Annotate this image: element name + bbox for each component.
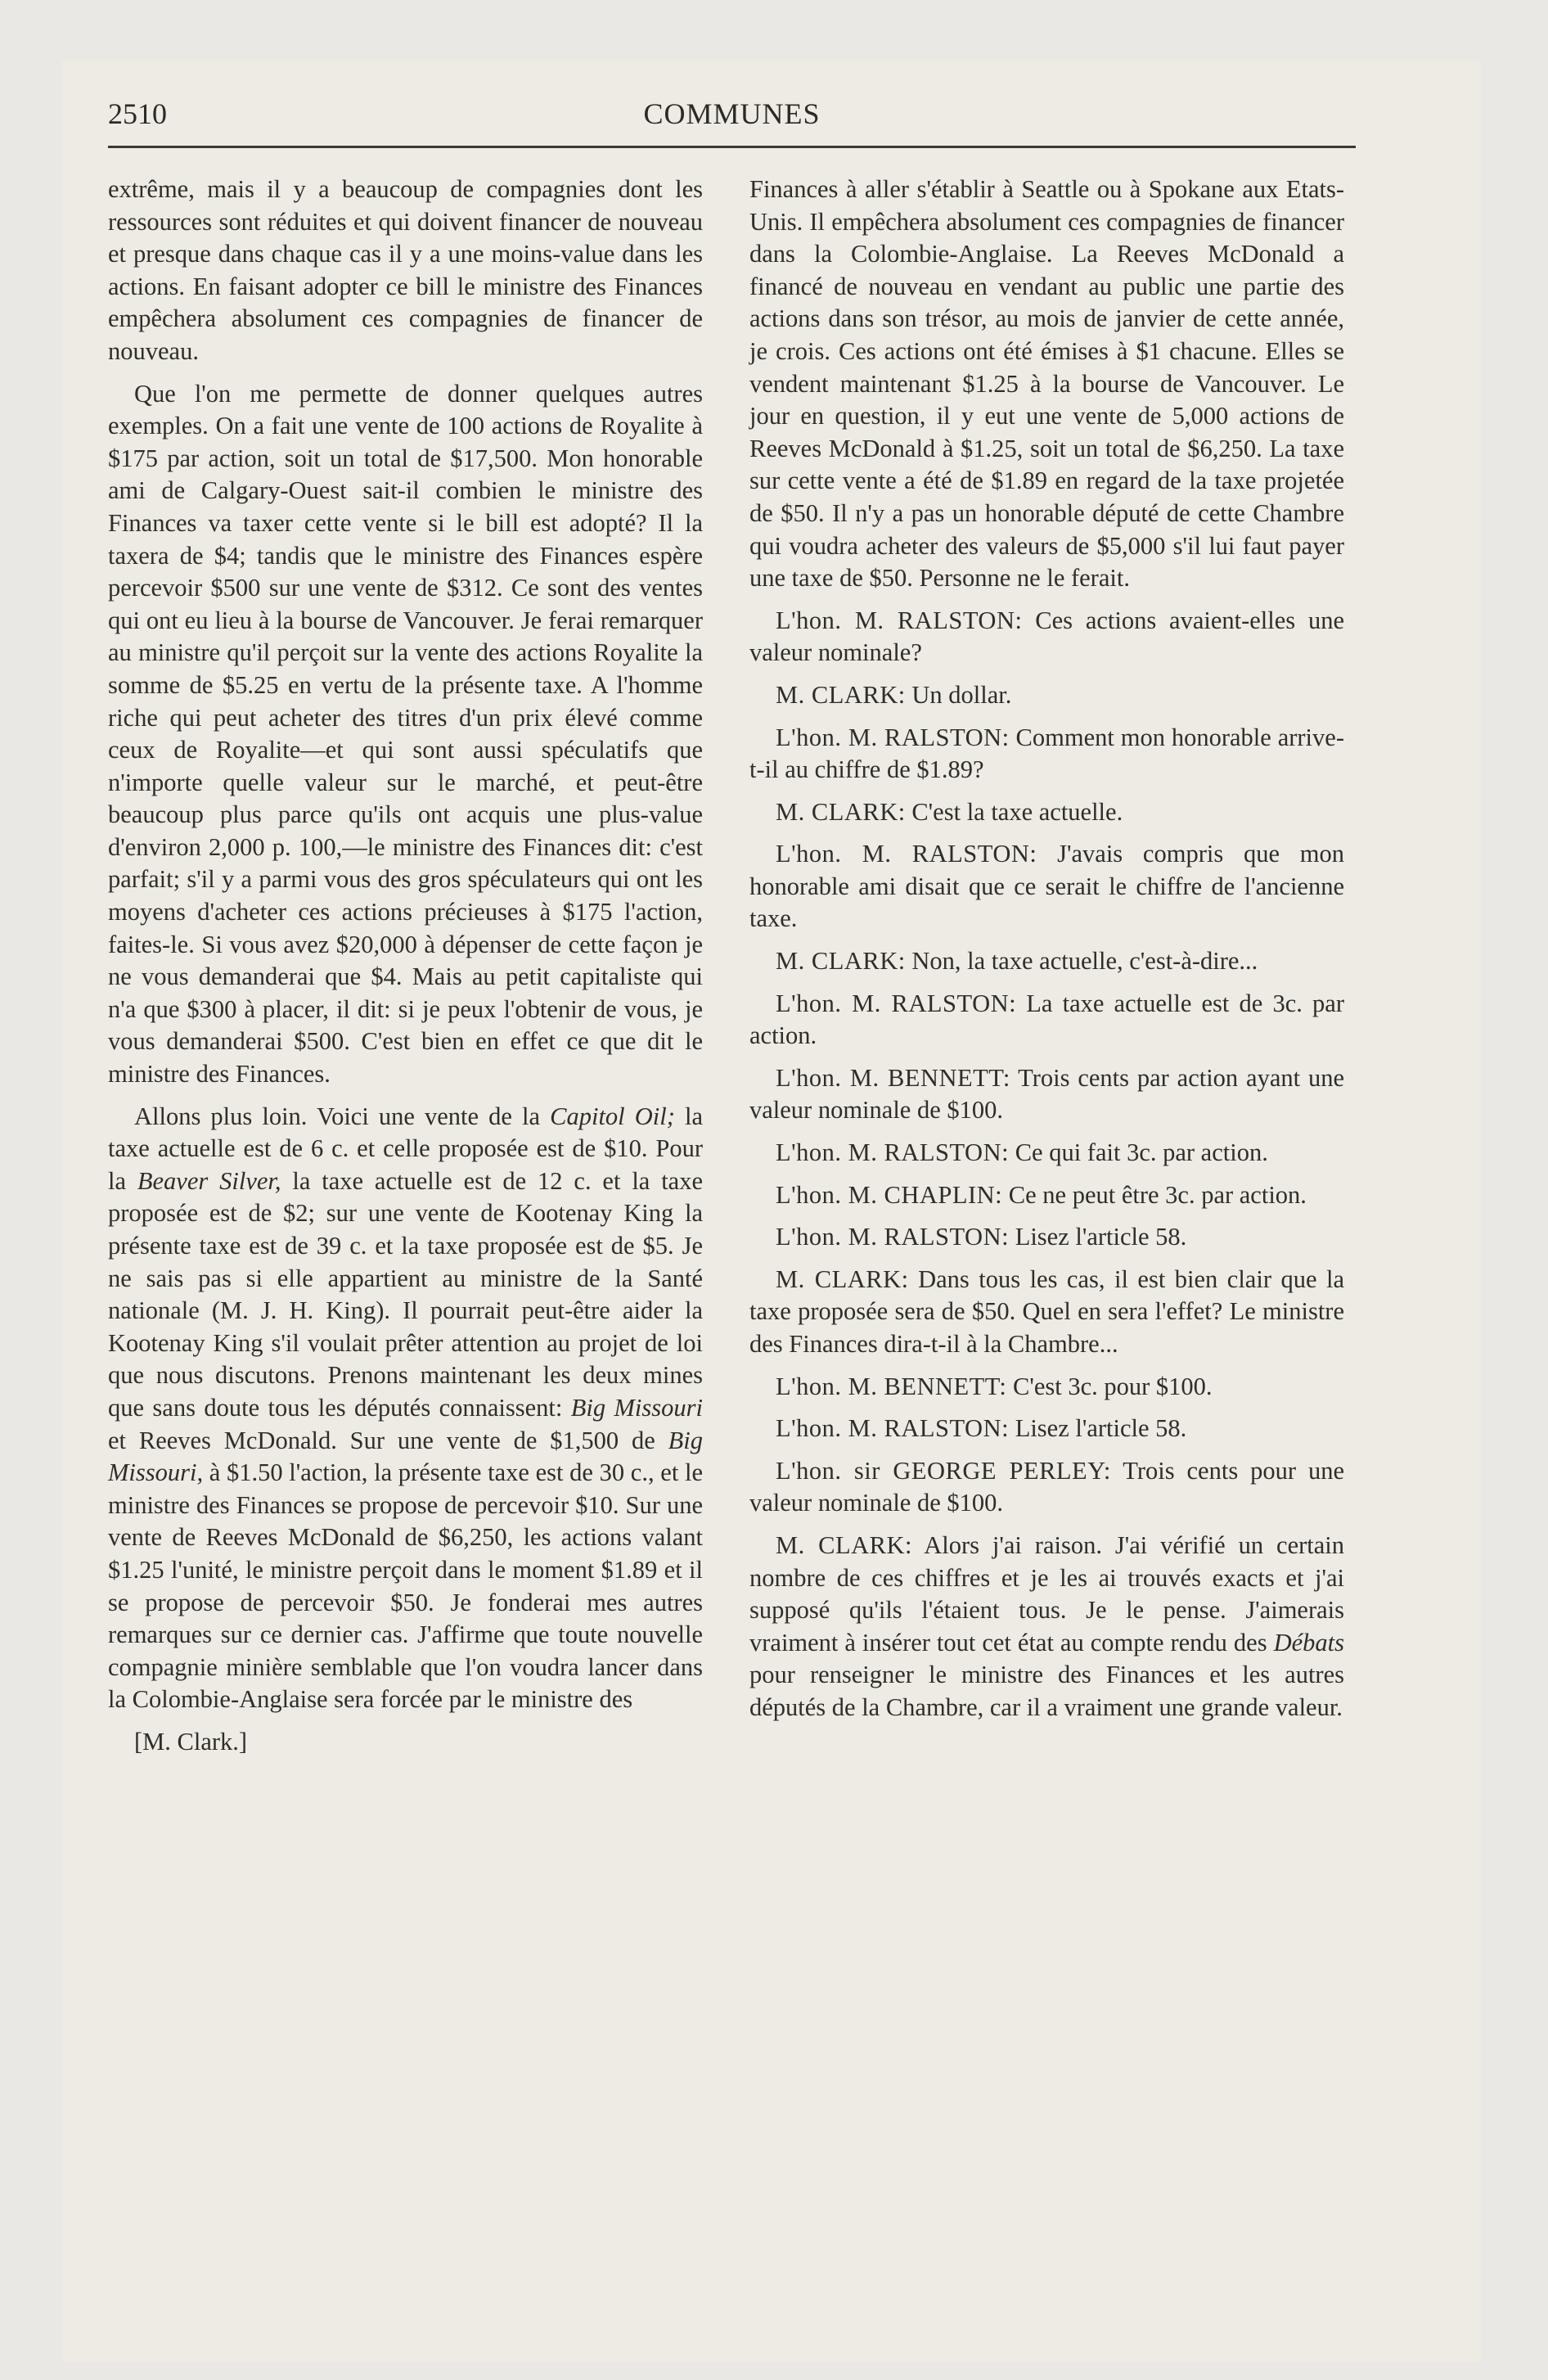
speaker-name: L'hon. M. RALSTON:	[776, 840, 1037, 868]
dialogue-entry	[749, 945, 1344, 978]
running-head: COMMUNES	[643, 97, 821, 130]
speaker-name: M. CLARK:	[776, 1264, 909, 1293]
right-column	[749, 174, 1344, 1734]
paragraph	[108, 1101, 703, 1716]
text-run: la taxe actuelle est de 12 c. et la taxe proposée est de $2; sur une vente de Kootenay King la présente taxe est de 39 c. et la taxe proposée est de $5. Je ne sais pas si elle appartient au ministre de la Santé nationale (M. J. H. King). Il pourrait peut-être aider la Kootenay King s'il voulait prêter attention au projet de loi que nous discutons. Prenons maintenant les deux mines que sans doute tous les députés connaissent:	[108, 1166, 703, 1422]
speech-text: Ce qui fait 3c. par action.	[1009, 1138, 1268, 1167]
italic-name: Capitol Oil;	[550, 1102, 675, 1130]
italic-name: Big Missouri	[570, 1393, 703, 1422]
speaker-name: M. CLARK:	[776, 680, 906, 709]
speaker-attribution: [M. Clark.]	[134, 1727, 248, 1756]
speech-text: Lisez l'article 58.	[1009, 1223, 1187, 1251]
speech-text: J'avais compris que mon honorable ami disait que ce serait le chiffre de l'ancienne taxe.	[749, 840, 1344, 933]
page-number: 2510	[108, 97, 167, 130]
dialogue-entry	[749, 1371, 1344, 1404]
dialogue-entry	[749, 605, 1344, 669]
text-run: à $1.50 l'action, la présente taxe est de 30 c., et le ministre des Finances se propose de percevoir $10. Sur une vente de Reeves McDonald de $6,250, les actions valant $1.25 l'unité, le ministre perçoit dans le moment $1.89 et il se propose de percevoir $50. Je fonderai mes autres remarques sur ce dernier cas. J'affirme que toute nouvelle compagnie minière semblable que l'on voudra lancer dans la Colombie-Anglaise sera forcée par le ministre des	[108, 1458, 703, 1714]
dialogue-entry	[749, 838, 1344, 935]
speaker-name: M. CLARK:	[776, 1530, 912, 1559]
speech-text: Un dollar.	[905, 680, 1012, 709]
speaker-name: L'hon. M. RALSTON:	[776, 989, 1017, 1017]
speaker-name: L'hon. M. RALSTON:	[776, 1414, 1010, 1443]
speaker-name: L'hon. M. BENNETT:	[776, 1063, 1010, 1092]
speaker-name: L'hon. M. RALSTON:	[776, 1138, 1010, 1167]
speaker-name: M. CLARK:	[776, 797, 906, 826]
italic-title: Débats	[1273, 1628, 1344, 1657]
text-run: la taxe actuelle est de 6 c. et celle proposée est de $10. Pour la	[108, 1102, 703, 1195]
speaker-name: L'hon. M. BENNETT:	[776, 1372, 1007, 1400]
speech-text: Ce ne peut être 3c. par action.	[1002, 1180, 1307, 1209]
dialogue-entry	[749, 1455, 1344, 1520]
speaker-name: L'hon. sir GEORGE PERLEY:	[776, 1456, 1111, 1485]
page-header	[108, 92, 1356, 141]
speech-text: Ces actions avaient-elles une valeur nominale?	[749, 606, 1344, 667]
italic-name: Beaver Silver,	[137, 1166, 281, 1195]
dialogue-entry	[749, 1221, 1344, 1254]
speech-text: Comment mon honorable arrive-t-il au chiffre de $1.89?	[749, 723, 1344, 784]
speech-text: pour renseigner le ministre des Finances et les autres députés de la Chambre, car il a vraiment une grande valeur.	[749, 1661, 1344, 1721]
dialogue-entry	[749, 1137, 1344, 1170]
speech-text: C'est la taxe actuelle.	[905, 797, 1123, 826]
speech-text: Dans tous les cas, il est bien clair que la taxe proposée sera de $50. Quel en sera l'effet? Le ministre des Finances dira-t-il à la Chambre...	[749, 1264, 1344, 1358]
dialogue-entry	[749, 988, 1344, 1053]
speaker-name: L'hon. M. CHAPLIN:	[776, 1180, 1003, 1209]
speech-text: Trois cents par action ayant une valeur nominale de $100.	[749, 1063, 1344, 1125]
left-column	[108, 174, 703, 1769]
italic-name: Big Missouri,	[108, 1426, 703, 1487]
dialogue-entry	[749, 1264, 1344, 1361]
dialogue-entry	[749, 1062, 1344, 1127]
text-run: Allons plus loin. Voici une vente de la	[134, 1102, 551, 1130]
speaker-name: L'hon. M. RALSTON:	[776, 1223, 1010, 1251]
paragraph: Que l'on me permette de donner quelques autres exemples. On a fait une vente de 100 actions de Royalite à $175 par action, soit un total de $17,500. Mon honorable ami de Calgary-Ouest sait-il combien le ministre des Finances va taxer cette vente si le bill est adopté? Il la taxera de $4; tandis que le ministre des Finances espère percevoir $500 sur une vente de $312. Ce sont des ventes qui ont eu lieu à la bourse de Vancouver. Je ferai remarquer au ministre qu'il perçoit sur la vente des actions Royalite la somme de $5.25 en vertu de la présente taxe. A l'homme riche qui peut acheter des titres d'un prix élevé comme ceux de Royalite—et qui sont aussi spéculatifs que n'importe quelle valeur sur le marché, et peut-être beaucoup plus parce qu'ils ont acquis une plus-value d'environ 2,000 p. 100,—le ministre des Finances dit: c'est parfait; s'il y a parmi vous des gros spéculateurs qui ont les moyens d'acheter ces actions précieuses à $175 l'action, faites-le. Si vous avez $20,000 à dépenser de cette façon je ne vous demanderai que $4. Mais au petit capitaliste qui n'a que $300 à placer, il dit: si je peux l'obtenir de vous, je vous demanderai $500. C'est bien en effet ce que dit le ministre des Finances.	[108, 379, 703, 1089]
speech-text: Lisez l'article 58.	[1009, 1414, 1187, 1443]
dialogue-entry	[749, 1413, 1344, 1445]
speech-text: Trois cents pour une valeur nominale de $100.	[749, 1456, 1344, 1517]
speech-text: La taxe actuelle est de 3c. par action.	[749, 989, 1344, 1050]
speech-text: Alors j'ai raison. J'ai vérifié un certain nombre de ces chiffres et je les ai trouvés exacts et j'ai supposé qu'ils l'étaient tous. Je le pense. J'aimerais vraiment à insérer tout cet état au compte rendu des	[749, 1530, 1344, 1657]
paragraph: extrême, mais il y a beaucoup de compagnies dont les ressources sont réduites et qui doivent financer de nouveau et presque dans chaque cas il y a une moins-value dans les actions. En faisant adopter ce bill le ministre des Finances empêchera absolument ces compagnies de financer de nouveau.	[108, 175, 703, 365]
text-run: et Reeves McDonald. Sur une vente de $1,500 de	[108, 1426, 668, 1454]
speech-text: C'est 3c. pour $100.	[1006, 1372, 1213, 1400]
speech-text: Non, la taxe actuelle, c'est-à-dire...	[905, 947, 1258, 976]
dialogue-entry	[749, 1179, 1344, 1212]
header-rule	[108, 146, 1356, 148]
dialogue-entry	[749, 796, 1344, 829]
speaker-name: L'hon. M. RALSTON:	[776, 723, 1010, 751]
speaker-name: M. CLARK:	[776, 947, 906, 976]
paragraph: Finances à aller s'établir à Seattle ou à Spokane aux Etats-Unis. Il empêchera absolument ces compagnies de financer dans la Colombie-Anglaise. La Reeves McDonald a financé de nouveau en vendant au public une partie des actions dans son trésor, au mois de janvier de cette année, je crois. Ces actions ont été émises à $1 chacune. Elles se vendent maintenant $1.25 à la bourse de Vancouver. Le jour en question, il y eut une vente de 5,000 actions de Reeves McDonald à $1.25, soit un total de $6,250. La taxe sur cette vente a été de $1.89 en regard de la taxe projetée de $50. Il n'y a pas un honorable député de cette Chambre qui voudra acheter des valeurs de $5,000 s'il lui faut payer une taxe de $50. Personne ne le ferait.	[749, 175, 1344, 593]
dialogue-entry	[749, 679, 1344, 712]
speaker-name: L'hon. M. RALSTON:	[776, 606, 1023, 634]
dialogue-entry	[749, 1530, 1344, 1724]
dialogue-entry	[749, 722, 1344, 787]
